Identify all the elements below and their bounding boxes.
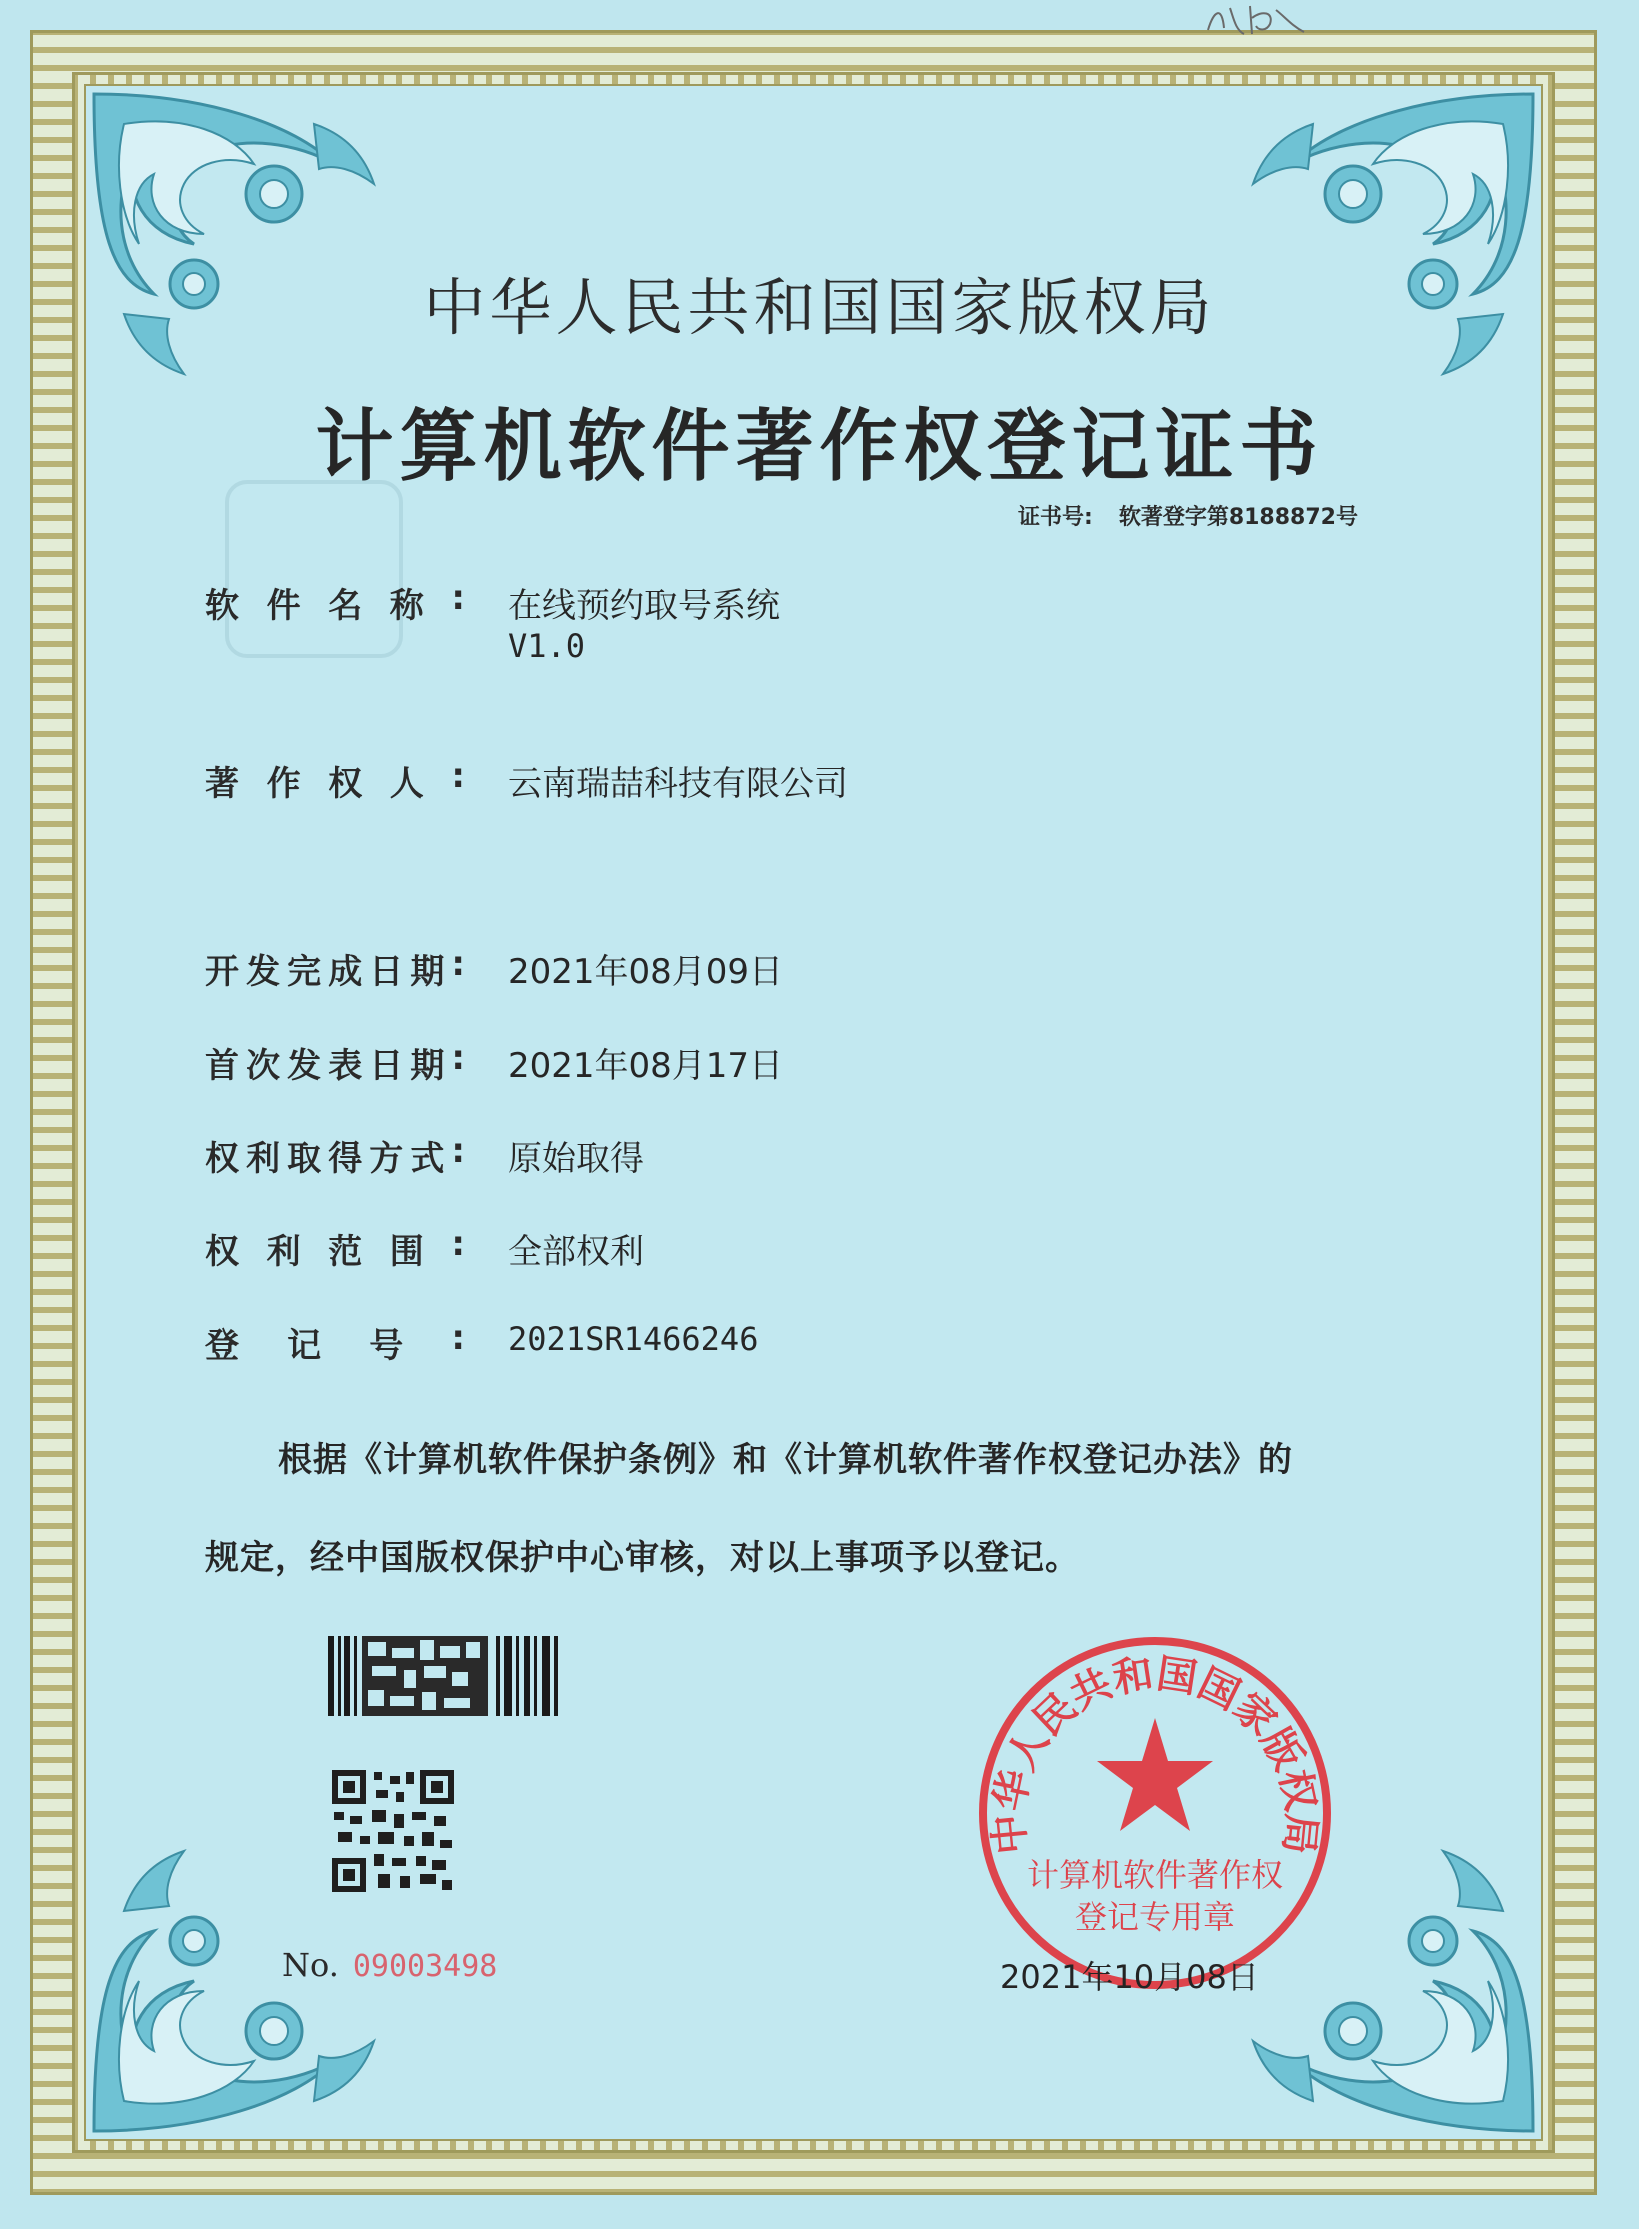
acquisition-method-value: 原始取得 — [508, 1139, 644, 1179]
legal-statement-line-1: 根据《计算机软件保护条例》和《计算机软件著作权登记办法》的 — [278, 1440, 1293, 1480]
serial-number-prefix: No. — [282, 1946, 339, 1984]
registration-no-value: 2021SR1466246 — [508, 1320, 759, 1358]
rights-scope-value: 全部权利 — [508, 1232, 644, 1272]
issue-date: 2021年10月08日 — [1000, 1958, 1259, 1996]
software-name-label: 软 件 名 称 : — [205, 578, 465, 626]
software-name-value: 在线预约取号系统 — [508, 586, 780, 626]
rights-scope-label: 权 利 范 围 : — [205, 1224, 465, 1272]
seal-center-line-2: 登记专用章 — [1074, 1898, 1236, 1936]
copyright-owner-value: 云南瑞喆科技有限公司 — [508, 764, 848, 804]
dev-complete-date-value: 2021年08月09日 — [508, 952, 784, 992]
first-publish-date-value: 2021年08月17日 — [508, 1046, 784, 1086]
certificate-number-label: 证书号: — [1018, 505, 1093, 530]
watermark-emblem — [225, 480, 403, 658]
dev-complete-date-label: 开 发 完 成 日 期 : — [205, 944, 465, 992]
serial-number — [282, 1946, 497, 1984]
handwritten-mark — [1200, 0, 1310, 40]
official-seal — [970, 1628, 1340, 1998]
seal-center-line-1: 计算机软件著作权 — [1026, 1856, 1284, 1894]
legal-statement-line-2: 规定，经中国版权保护中心审核，对以上事项予以登记。 — [205, 1538, 1080, 1578]
seal-star-icon — [1097, 1718, 1213, 1831]
registration-no-label: 登 记 号 : — [205, 1318, 465, 1366]
certificate-number-value: 软著登字第8188872号 — [1118, 505, 1358, 530]
issuing-agency: 中华人民共和国国家版权局 — [423, 271, 1216, 344]
acquisition-method-label: 权 利 取 得 方 式 : — [205, 1131, 465, 1179]
software-version-value: V1.0 — [508, 627, 586, 665]
certificate-number — [1018, 500, 1358, 531]
qr-code — [332, 1770, 454, 1892]
certificate-title: 计算机软件著作权登记证书 — [315, 402, 1324, 492]
serial-number-value: 09003498 — [352, 1949, 498, 1984]
first-publish-date-label: 首 次 发 表 日 期 : — [205, 1038, 465, 1086]
copyright-owner-label: 著 作 权 人 : — [205, 756, 465, 804]
seal-arc-text: 中华人民共和国国家版权局 — [985, 1650, 1325, 1857]
barcode — [328, 1636, 560, 1716]
